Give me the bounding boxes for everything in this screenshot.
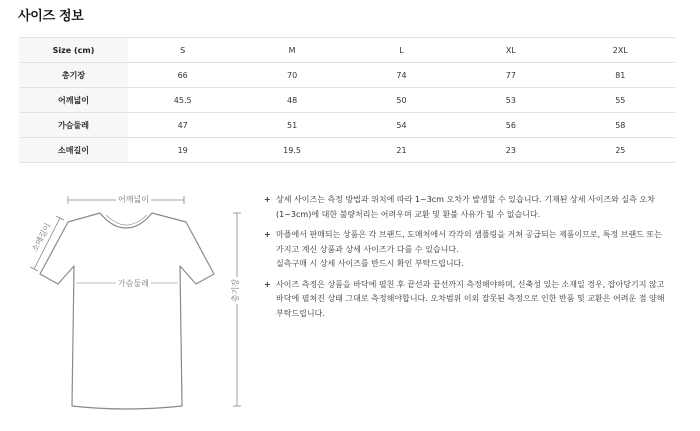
note-line: + 사이즈 측정은 상품을 바닥에 펼친 후 끝선과 끝선까지 측정해야하며, 신축성 있는 소재일 경우, 잡아당기지 않고 [276, 279, 665, 289]
table-header-cell: Size (cm) [19, 38, 128, 63]
note-line: 바닥에 펼쳐진 상태 그대로 측정해야합니다. 오차범위 이외 잘못된 측정으로 인한 반품 및 교환은 어려운 점 양해 [276, 294, 665, 303]
table-cell: 48 [237, 88, 346, 113]
note-item [262, 278, 682, 322]
note-line: 실측구매 시 상세 사이즈를 반드시 확인 부탁드립니다. [276, 259, 464, 268]
note-line: (1~3cm)에 대한 불량처리는 어려우며 교환 및 환불 사유가 될 수 없습니다. [276, 209, 541, 219]
table-cell: 54 [347, 113, 456, 138]
table-header-cell: M [237, 38, 346, 63]
table-header-cell: XL [456, 38, 565, 63]
table-cell: 81 [566, 63, 675, 88]
table-cell: 70 [237, 63, 346, 88]
note-line: 가지고 계신 상품과 상세 사이즈가 다를 수 있습니다. [276, 244, 459, 254]
table-cell: 19.5 [237, 138, 346, 163]
shoulder-label: 어깨넓이 [118, 195, 149, 204]
note-line: + 상세 사이즈는 측정 방법과 위치에 따라 1~3cm 오차가 발생할 수 있습니다. 기재된 상세 사이즈와 실측 오차 [276, 195, 655, 204]
note-line: 부탁드립니다. [276, 308, 325, 318]
table-cell: 77 [456, 63, 565, 88]
length-label: 총기장 [231, 278, 241, 303]
sleeve-label: 소매길이 [28, 220, 54, 256]
table-header-row [19, 38, 675, 63]
table-cell: 21 [347, 138, 456, 163]
table-row [19, 63, 675, 88]
table-cell: 56 [456, 113, 565, 138]
note-line: + 마플에서 판매되는 상품은 각 브랜드, 도매처에서 각각의 샘플링을 거쳐 공급되는 제품이므로, 특정 브랜드 또는 [276, 230, 662, 239]
table-cell: 66 [128, 63, 237, 88]
row-label: 가슴둘레 [19, 113, 128, 138]
table-cell: 74 [347, 63, 456, 88]
page-title: 사이즈 정보 [18, 9, 84, 24]
note-item [262, 228, 682, 272]
table-cell: 58 [566, 113, 675, 138]
table-cell: 47 [128, 113, 237, 138]
table-cell: 51 [237, 113, 346, 138]
table-cell: 19 [128, 138, 237, 163]
table-header-cell: S [128, 38, 237, 63]
tshirt-outline-icon [0, 180, 260, 431]
table-header-cell: L [347, 38, 456, 63]
table-cell: 23 [456, 138, 565, 163]
row-label: 총기장 [19, 63, 128, 88]
row-label: 어깨넓이 [19, 88, 128, 113]
table-row [19, 113, 675, 138]
table-cell: 45.5 [128, 88, 237, 113]
table-cell: 53 [456, 88, 565, 113]
table-row [19, 138, 675, 163]
row-label: 소매길이 [19, 138, 128, 163]
size-notes [262, 193, 682, 327]
tshirt-measure-diagram [0, 180, 260, 431]
table-cell: 25 [566, 138, 675, 163]
table-row [19, 88, 675, 113]
note-item [262, 193, 682, 222]
table-cell: 55 [566, 88, 675, 113]
table-header-cell: 2XL [566, 38, 675, 63]
size-table [19, 37, 675, 163]
table-cell: 50 [347, 88, 456, 113]
chest-label: 가슴둘레 [118, 279, 149, 288]
